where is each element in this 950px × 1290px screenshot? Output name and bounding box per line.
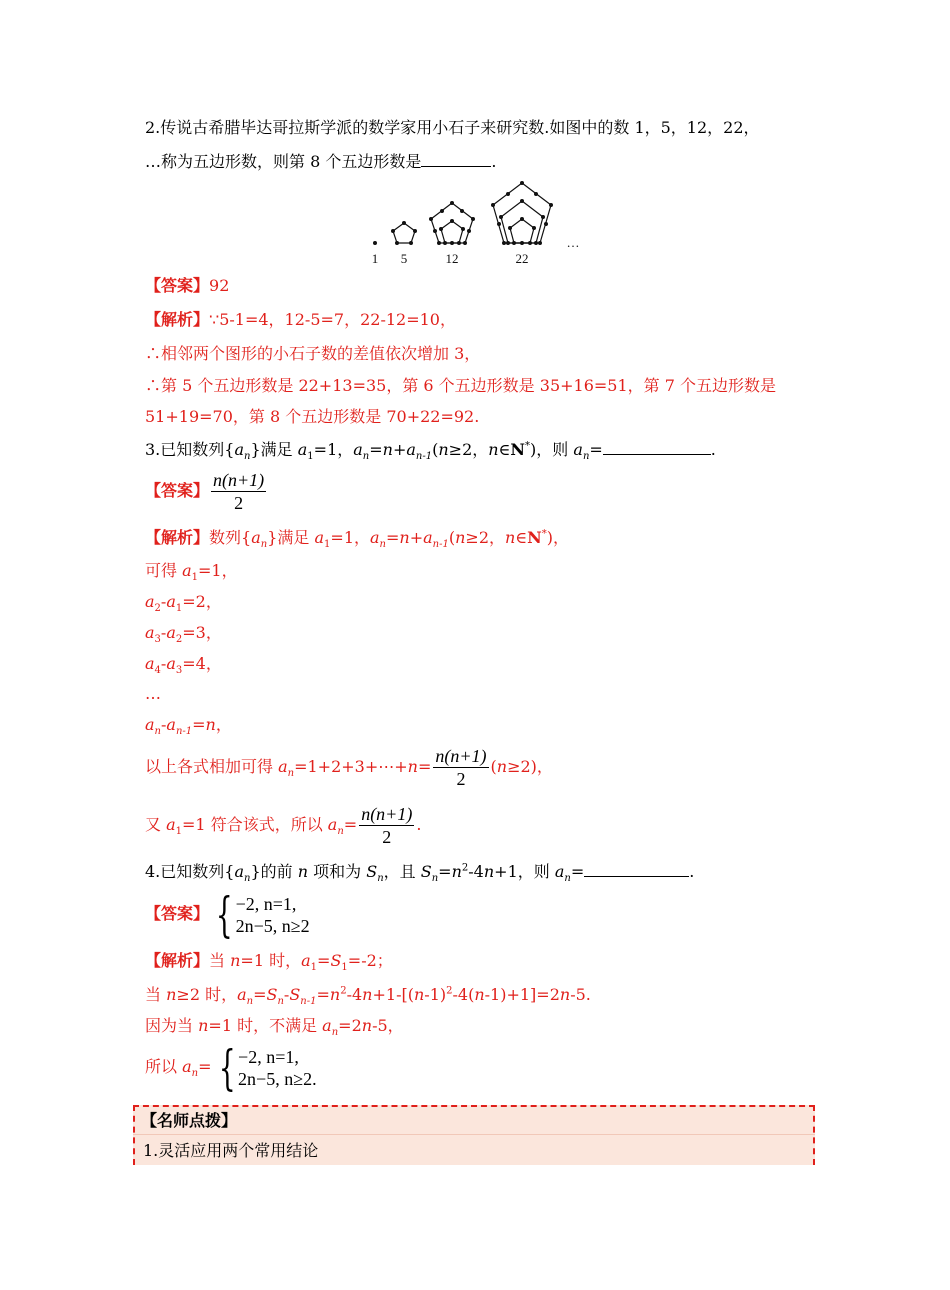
t: 1 [341, 962, 348, 974]
analysis-label: 【解析】 [145, 310, 210, 329]
t: n [564, 873, 571, 885]
brace: { [218, 1039, 236, 1096]
q4-question [145, 860, 694, 883]
q3-question [145, 438, 716, 461]
t: 1 [191, 572, 199, 584]
t: n [297, 862, 309, 881]
case-row-1: −2, n=1, [235, 893, 297, 914]
t: ( [432, 440, 439, 459]
q2-answer [145, 275, 229, 297]
t: =3， [182, 623, 222, 642]
fraction-denominator: 2 [456, 769, 466, 789]
t: S [289, 985, 301, 1004]
t: a [237, 985, 247, 1004]
q4-analysis-4 [145, 1039, 317, 1096]
t: ≥2， [465, 528, 506, 547]
q3-step-1 [145, 560, 238, 582]
fraction-numerator: n(n+1) [213, 470, 265, 490]
t: a [166, 654, 176, 673]
q3-step-4: $a_4-a_3=4$， [145, 654, 222, 677]
t: n [337, 826, 344, 838]
t: = [589, 440, 603, 459]
analysis-label: 【解析】 [145, 528, 210, 547]
brace: { [215, 886, 233, 943]
t: n [154, 726, 161, 738]
t: - [283, 985, 290, 1004]
t: = [438, 862, 452, 881]
pentagonal-numbers-figure [360, 175, 590, 270]
t: * [525, 440, 531, 452]
t: n [379, 539, 386, 551]
q2-analysis-3: ∴第 5 个五边形数是 22+13=35，第 6 个五边形数是 35+16=51，第 7 个五边形数是 [145, 376, 777, 395]
q3-dots: … [145, 684, 161, 703]
q3-final [145, 802, 421, 848]
t: = [198, 1057, 212, 1076]
t: 3 [175, 665, 183, 677]
t: 2 [154, 603, 161, 615]
t: a [314, 528, 325, 547]
t: 2 [461, 862, 469, 874]
q4-analysis-3 [145, 1015, 404, 1037]
figure-label-1: 1 [371, 251, 379, 266]
t: a [182, 561, 192, 580]
t: =1， [313, 440, 354, 459]
tips-title: 【名师点拨】 [141, 1111, 238, 1130]
teacher-tips-box [133, 1105, 815, 1165]
t: -1)+1]=2 [484, 985, 560, 1004]
t: -4 [468, 862, 484, 881]
t: n-1 [175, 726, 193, 738]
t: ，且 [383, 862, 421, 881]
t: n [438, 440, 449, 459]
t: n [246, 996, 254, 1008]
q2-line1: 2.传说古希腊毕达哥拉斯学派的数学家用小石子来研究数.如图中的数 1，5，12，22， [145, 118, 760, 137]
q3-step-3: $a_3-a_2=3$， [145, 623, 222, 646]
answer-label: 【答案】 [145, 481, 210, 500]
fraction-denominator: 2 [382, 827, 392, 847]
t: a [297, 440, 308, 459]
t: ( [490, 757, 497, 776]
t: * [541, 528, 547, 540]
case-row-2: 2n−5, n≥2. [238, 1068, 317, 1089]
fraction-numerator: n(n+1) [361, 804, 413, 824]
q2-answer-blank [421, 150, 491, 167]
t: 1 [175, 603, 183, 615]
t: =1， [330, 528, 370, 547]
t: N [510, 440, 526, 459]
t: ( [448, 528, 456, 547]
q2-analysis-2: ∴相邻两个图形的小石子数的差值依次增加 3， [145, 344, 481, 363]
t: n [582, 451, 590, 463]
t: = [417, 757, 432, 776]
t: ， [215, 715, 232, 734]
q3-sum [145, 744, 553, 790]
t: 以上各式相加可得 [145, 757, 279, 776]
answer-label: 【答案】 [145, 904, 210, 923]
t: n [451, 862, 462, 881]
t: 又 [145, 815, 167, 834]
t: n [483, 862, 495, 881]
t: -5. [570, 985, 591, 1004]
t: +1-[( [372, 985, 414, 1004]
t: = [369, 440, 383, 459]
t: = [316, 985, 330, 1004]
q2-analysis-4: 51+19=70，第 8 个五边形数是 70+22=92. [145, 407, 480, 426]
t: 1 [175, 826, 183, 838]
t: =1， [198, 561, 238, 580]
t: . [710, 440, 716, 459]
t: 因为当 [145, 1016, 199, 1035]
t: n [244, 451, 251, 463]
t: n [205, 715, 216, 734]
t: =2 [338, 1016, 362, 1035]
q4-answer [145, 886, 310, 943]
t: n [329, 985, 341, 1004]
t: -4 [346, 985, 363, 1004]
sum-fraction [433, 745, 488, 790]
t: a [234, 440, 244, 459]
t: a [166, 715, 176, 734]
t: S [420, 862, 432, 881]
t: S [366, 862, 378, 881]
t: S [330, 951, 342, 970]
t: ≥2， [448, 440, 489, 459]
t: n [474, 985, 485, 1004]
answer-fraction [211, 469, 266, 514]
tips-item-1: 1.灵活应用两个常用结论 [143, 1141, 319, 1160]
t: +1，则 [494, 862, 555, 881]
t: ∈ [498, 440, 511, 459]
t: a [353, 440, 363, 459]
t: N [527, 528, 542, 547]
figure-label-12: 12 [445, 251, 459, 266]
answer-label: 【答案】 [145, 276, 210, 295]
t: 3 [154, 634, 161, 646]
t: a [327, 815, 338, 834]
final-fraction [359, 803, 414, 848]
t: 3.已知数列{ [145, 440, 235, 459]
t: =1 时， [240, 951, 302, 970]
t: n [496, 757, 508, 776]
t: 数列{ [209, 528, 252, 547]
t: = [343, 815, 358, 834]
t: )， [546, 528, 570, 547]
t: a [166, 592, 176, 611]
t: n [260, 539, 268, 551]
t: n [399, 528, 410, 547]
q4-analysis-1 [145, 950, 393, 972]
figure-label-5: 5 [400, 251, 408, 266]
q3-analysis-1 [145, 527, 569, 549]
t: = [570, 862, 585, 881]
case-row-1: −2, n=1, [238, 1046, 299, 1067]
t: n [277, 996, 284, 1008]
figure-label-ellipsis: … [566, 235, 580, 250]
analysis-label: 【解析】 [145, 951, 210, 970]
t: a [301, 951, 311, 970]
t: =1+2+3+⋯+ [294, 757, 408, 776]
t: n [377, 873, 384, 885]
t: a [423, 528, 433, 547]
t: ≥2 时， [176, 985, 238, 1004]
analysis-cases [212, 1039, 317, 1096]
t: a [554, 862, 565, 881]
q3-answer-blank [603, 438, 711, 455]
t: n [230, 951, 241, 970]
t: a [166, 623, 176, 642]
q3-step-n: $a_n-a_{n-1}=n$， [145, 715, 232, 738]
t: n [361, 1016, 373, 1035]
t: n [166, 985, 177, 1004]
t: n [407, 757, 418, 776]
t: n [488, 440, 499, 459]
t: 2 [340, 985, 347, 997]
t: ∈ [515, 528, 528, 547]
t: a [145, 654, 155, 673]
t: = [253, 985, 267, 1004]
t: n [191, 1068, 199, 1080]
t: -5， [372, 1016, 404, 1035]
t: a [145, 592, 155, 611]
t: 当 [145, 985, 167, 1004]
t: ≥2)， [507, 757, 553, 776]
q3-step-2: $a_2-a_1=2$， [145, 592, 222, 615]
t: n [287, 768, 295, 780]
t: n [362, 985, 373, 1004]
t: -1) [424, 985, 447, 1004]
t: 可得 [145, 561, 183, 580]
t: n-1 [415, 451, 433, 463]
t: 2 [175, 634, 183, 646]
t: 项和为 [308, 862, 367, 881]
t: 当 [209, 951, 231, 970]
t: =-2； [347, 951, 393, 970]
case-row-2: 2n−5, n≥2 [235, 915, 310, 936]
t: n [331, 1027, 339, 1039]
analysis-text: ∵5-1=4，12-5=7，22-12=10， [209, 310, 456, 329]
t: 4.已知数列{ [145, 862, 235, 881]
t: -4( [452, 985, 475, 1004]
t: a [145, 715, 155, 734]
t: a [251, 528, 261, 547]
q2-line2-end: . [491, 152, 497, 171]
q4-answer-blank [584, 860, 689, 877]
t: n [362, 451, 370, 463]
t: = [386, 528, 400, 547]
t: )，则 [530, 440, 574, 459]
answer-cases [209, 886, 310, 943]
t: a [234, 862, 244, 881]
t: }的前 [250, 862, 298, 881]
q2-line2 [145, 150, 496, 173]
t: 2 [446, 985, 453, 997]
fraction-denominator: 2 [234, 493, 244, 513]
fraction-numerator: n(n+1) [435, 746, 487, 766]
t: n [431, 873, 439, 885]
t: n [505, 528, 516, 547]
q2-line2-text: …称为五边形数，则第 8 个五边形数是 [145, 152, 422, 171]
t: n [413, 985, 425, 1004]
t: n [198, 1016, 209, 1035]
t: a [370, 528, 380, 547]
t: a [166, 815, 176, 834]
t: =1 时，不满足 [208, 1016, 323, 1035]
q3-answer [145, 468, 268, 514]
q4-analysis-2 [145, 984, 591, 1006]
t: n-1 [432, 539, 449, 551]
figure-label-22: 22 [515, 251, 529, 266]
t: a [182, 1057, 192, 1076]
t: . [416, 815, 422, 834]
t: 1 [310, 962, 318, 974]
t: a [278, 757, 288, 776]
t: + [409, 528, 424, 547]
t: a [573, 440, 583, 459]
t: a [145, 623, 155, 642]
t: =1 符合该式，所以 [182, 815, 328, 834]
t: . [689, 862, 695, 881]
t: }满足 [250, 440, 298, 459]
t: n [455, 528, 466, 547]
t: n-1 [300, 996, 317, 1008]
answer-value: 92 [209, 276, 230, 295]
t: a [322, 1016, 332, 1035]
t: 1 [324, 539, 331, 551]
t: 4 [154, 665, 161, 677]
t: 所以 [145, 1057, 183, 1076]
t: 1 [307, 451, 314, 463]
t: + [392, 440, 407, 459]
t: n [382, 440, 393, 459]
t: = [317, 951, 331, 970]
t: n [244, 873, 251, 885]
q2-analysis-1 [145, 309, 456, 331]
tips-divider [133, 1134, 815, 1135]
t: S [266, 985, 278, 1004]
t: a [406, 440, 416, 459]
t: }满足 [267, 528, 315, 547]
t: n [559, 985, 571, 1004]
t: =4， [182, 654, 222, 673]
t: =2， [182, 592, 222, 611]
